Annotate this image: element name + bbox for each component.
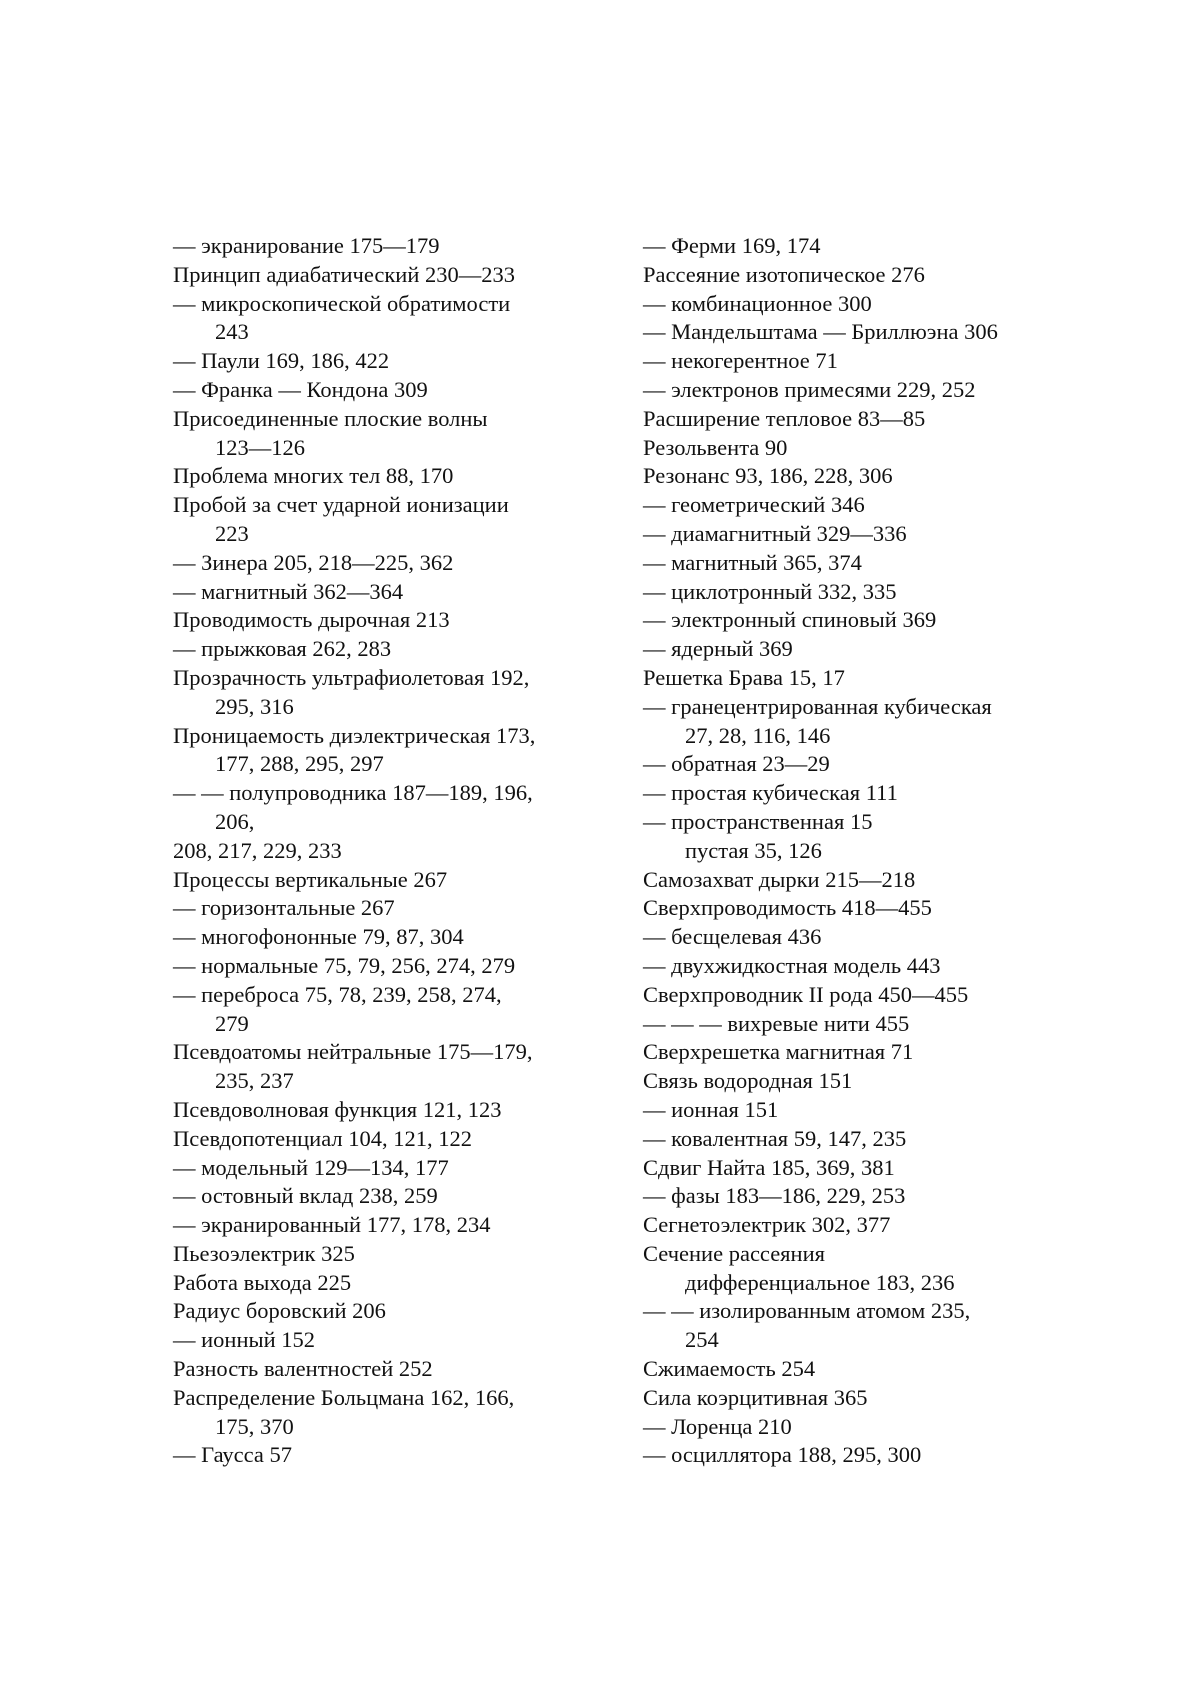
index-entry: Сдвиг Найта 185, 369, 381 xyxy=(643,1154,895,1180)
index-entry: — нормальные 75, 79, 256, 274, 279 xyxy=(173,952,516,978)
index-entry-continuation: 295, 316 xyxy=(215,693,294,719)
index-entry: — магнитный 365, 374 xyxy=(643,549,862,575)
index-entry: — Мандельштама — Бриллюэна 306 xyxy=(643,319,998,345)
index-entry: Сверхпроводник II рода 450—455 xyxy=(643,981,969,1007)
index-entry: Радиус боровский 206 xyxy=(173,1298,386,1324)
index-column-right xyxy=(643,232,1043,1470)
index-entry: Решетка Брава 15, 17 xyxy=(643,664,845,690)
index-entry: — экранирование 175—179 xyxy=(173,233,440,258)
index-entry: — бесщелевая 436 xyxy=(643,924,822,950)
index-entry: Прозрачность ультрафиолетовая 192, xyxy=(173,664,530,690)
index-entry: — — изолированным атомом 235, xyxy=(643,1298,971,1324)
index-entry-continuation: 279 xyxy=(215,1010,249,1036)
index-entry: — двухжидкостная модель 443 xyxy=(643,952,941,978)
index-entry: Процессы вертикальные 267 xyxy=(173,866,448,892)
index-entry: — Гаусса 57 xyxy=(173,1442,293,1468)
index-entry: — некогерентное 71 xyxy=(643,348,838,374)
index-entry: — остовный вклад 238, 259 xyxy=(173,1183,438,1209)
index-entry: — ионная 151 xyxy=(643,1096,779,1122)
index-entry: — — полупроводника 187—189, 196, xyxy=(173,780,533,806)
index-entry: Проводимость дырочная 213 xyxy=(173,607,450,633)
index-entry: — Ферми 169, 174 xyxy=(643,233,821,258)
index-entry: — модельный 129—134, 177 xyxy=(173,1154,449,1180)
index-entry: — электронный спиновый 369 xyxy=(643,607,937,633)
index-entry: — — — вихревые нити 455 xyxy=(643,1010,910,1036)
index-entry: — простая кубическая 111 xyxy=(643,780,898,806)
index-entry: Разность валентностей 252 xyxy=(173,1356,433,1382)
index-entry: Сегнетоэлектрик 302, 377 xyxy=(643,1212,891,1238)
index-entry: — многофононные 79, 87, 304 xyxy=(173,924,464,950)
index-entry-continuation: 175, 370 xyxy=(215,1413,294,1439)
index-entry: — экранированный 177, 178, 234 xyxy=(173,1212,491,1238)
index-entry-continuation: 223 xyxy=(215,520,249,546)
index-entry: — осциллятора 188, 295, 300 xyxy=(643,1442,922,1468)
index-entry: — фазы 183—186, 229, 253 xyxy=(643,1183,906,1209)
index-entry: Псевдоатомы нейтральные 175—179, xyxy=(173,1039,533,1065)
index-entry: — переброса 75, 78, 239, 258, 274, xyxy=(173,981,502,1007)
index-entry-continuation: 206, xyxy=(215,808,255,834)
index-entry: Принцип адиабатический 230—233 xyxy=(173,261,516,287)
index-entry: Резонанс 93, 186, 228, 306 xyxy=(643,463,893,489)
index-entry: — магнитный 362—364 xyxy=(173,578,404,604)
index-entry: — ядерный 369 xyxy=(643,636,793,662)
index-entry: — циклотронный 332, 335 xyxy=(643,578,897,604)
index-entry: Сжимаемость 254 xyxy=(643,1356,816,1382)
index-entry: — Паули 169, 186, 422 xyxy=(173,348,390,374)
index-entry: — электронов примесями 229, 252 xyxy=(643,376,976,402)
index-entry: Пробой за счет ударной ионизации xyxy=(173,492,509,518)
index-entry: — диамагнитный 329—336 xyxy=(643,520,907,546)
index-entry: — ионный 152 xyxy=(173,1327,316,1353)
index-entry: Сила коэрцитивная 365 xyxy=(643,1384,868,1410)
index-entry: — прыжковая 262, 283 xyxy=(173,636,392,662)
index-entry: — Лоренца 210 xyxy=(643,1413,792,1439)
index-entry: Псевдоволновая функция 121, 123 xyxy=(173,1096,502,1122)
index-entry-continuation: 243 xyxy=(215,319,249,345)
index-entry: — комбинационное 300 xyxy=(643,290,872,316)
index-entry-continuation: 27, 28, 116, 146 xyxy=(685,722,831,748)
index-entry-continuation: дифференциальное 183, 236 xyxy=(685,1269,955,1295)
index-entry: — Зинера 205, 218—225, 362 xyxy=(173,549,454,575)
index-entry: Самозахват дырки 215—218 xyxy=(643,866,916,892)
index-entry: — пространственная 15 xyxy=(643,808,873,834)
index-entry: — микроскопической обратимости xyxy=(173,290,511,316)
index-entry-continuation: 254 xyxy=(685,1327,719,1353)
index-entry: Сверхпроводимость 418—455 xyxy=(643,895,932,921)
index-entry: Пьезоэлектрик 325 xyxy=(173,1240,355,1266)
index-entry: Резольвента 90 xyxy=(643,434,788,460)
index-entry: — гранецентрированная кубическая xyxy=(643,693,992,719)
index-entry: Расширение тепловое 83—85 xyxy=(643,405,926,431)
index-entry-continuation: 177, 288, 295, 297 xyxy=(215,751,384,777)
index-entry-continuation: пустая 35, 126 xyxy=(685,837,822,863)
index-entry: Рассеяние изотопическое 276 xyxy=(643,261,925,287)
index-entry: — горизонтальные 267 xyxy=(173,895,395,921)
index-entry: Сверхрешетка магнитная 71 xyxy=(643,1039,914,1065)
index-entry: Работа выхода 225 xyxy=(173,1269,352,1295)
index-entry: Связь водородная 151 xyxy=(643,1068,853,1094)
index-entry-continuation: 123—126 xyxy=(215,434,305,460)
index-entry: 208, 217, 229, 233 xyxy=(173,837,342,863)
index-entry: — геометрический 346 xyxy=(643,492,865,518)
index-entry: Сечение рассеяния xyxy=(643,1240,825,1266)
index-entry: Проблема многих тел 88, 170 xyxy=(173,463,454,489)
index-entry: Псевдопотенциал 104, 121, 122 xyxy=(173,1125,472,1151)
index-entry: — ковалентная 59, 147, 235 xyxy=(643,1125,907,1151)
index-column-left xyxy=(173,232,593,1470)
index-entry: Проницаемость диэлектрическая 173, xyxy=(173,722,536,748)
index-entry: — Франка — Кондона 309 xyxy=(173,376,428,402)
index-entry: Распределение Больцмана 162, 166, xyxy=(173,1384,515,1410)
index-entry-continuation: 235, 237 xyxy=(215,1068,294,1094)
index-entry: — обратная 23—29 xyxy=(643,751,830,777)
index-entry: Присоединенные плоские волны xyxy=(173,405,488,431)
